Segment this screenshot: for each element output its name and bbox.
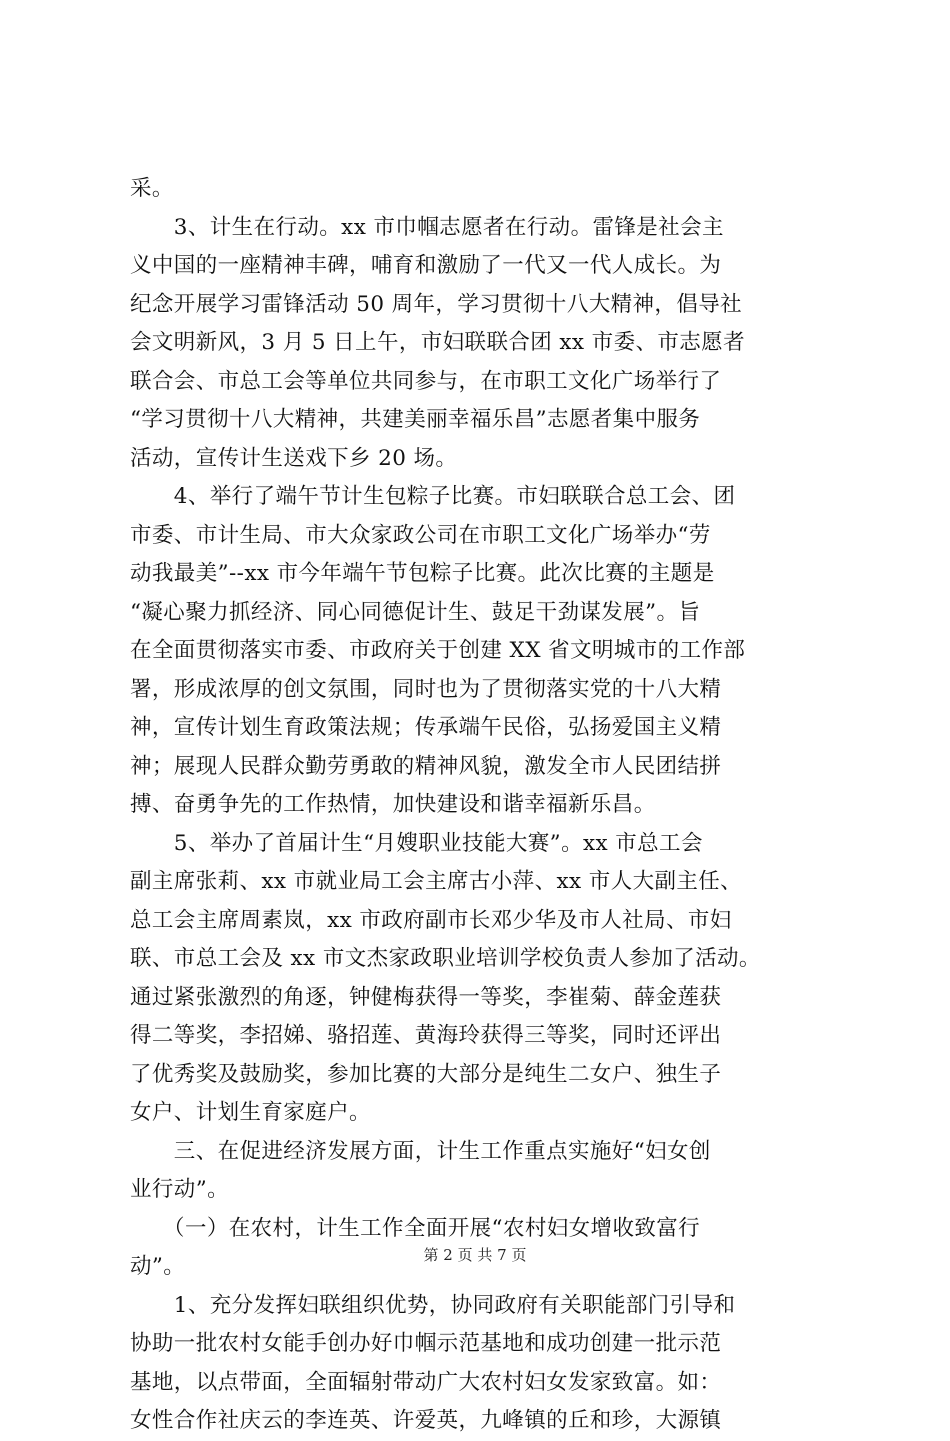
text-line: 4、举行了端午节计生包粽子比赛。市妇联联合总工会、团 [130, 484, 736, 509]
text-line: 搏、奋勇争先的工作热情，加快建设和谐幸福新乐昌。 [130, 792, 656, 817]
text-line: 采。 [130, 176, 174, 201]
text-line: 活动，宣传计生送戏下乡 20 场。 [130, 445, 458, 471]
text-line: 业行动”。 [130, 1177, 229, 1202]
text-line: 联、市总工会及 xx 市文杰家政职业培训学校负责人参加了活动。 [130, 946, 761, 971]
text-line: 义中国的一座精神丰碑，哺育和激励了一代又一代人成长。为 [130, 253, 722, 278]
text-line: 5、举办了首届计生“月嫂职业技能大赛”。xx 市总工会 [130, 830, 703, 856]
text-line: 神，宣传计划生育政策法规；传承端午民俗，弘扬爱国主义精 [130, 715, 722, 740]
text-line: 纪念开展学习雷锋活动 50 周年，学习贯彻十八大精神，倡导社 [130, 291, 743, 317]
text-line: 基地，以点带面，全面辐射带动广大农村妇女发家致富。如： [130, 1369, 722, 1395]
text-line: 神；展现人民群众勤劳勇敢的精神风貌，激发全市人民团结拼 [130, 753, 722, 779]
text-line: 女性合作社庆云的李连英、许爱英，九峰镇的丘和珍，大源镇 [130, 1408, 722, 1433]
text-line: （一）在农村，计生工作全面开展“农村妇女增收致富行 [130, 1215, 701, 1241]
text-line: 3、计生在行动。xx 市巾帼志愿者在行动。雷锋是社会主 [130, 214, 724, 240]
text-line: “学习贯彻十八大精神，共建美丽幸福乐昌”志愿者集中服务 [130, 407, 701, 432]
text-line: 联合会、市总工会等单位共同参与，在市职工文化广场举行了 [130, 368, 722, 394]
text-line: 会文明新风，3 月 5 日上午，市妇联联合团 xx 市委、市志愿者 [130, 330, 745, 355]
text-line: 了优秀奖及鼓励奖，参加比赛的大部分是纯生二女户、独生子 [130, 1061, 722, 1087]
text-line: 女户、计划生育家庭户。 [130, 1100, 371, 1125]
text-line: 动”。 [130, 1254, 186, 1279]
text-line: 协助一批农村女能手创办好巾帼示范基地和成功创建一批示范 [130, 1331, 722, 1356]
text-line: 副主席张莉、xx 市就业局工会主席古小萍、xx 市人大副主任、 [130, 869, 743, 894]
text-line: 三、在促进经济发展方面，计生工作重点实施好“妇女创 [130, 1138, 711, 1164]
page-footer: 第 2 页 共 7 页 [423, 1246, 527, 1264]
text-line: “凝心聚力抓经济、同心同德促计生、鼓足干劲谋发展”。旨 [130, 599, 701, 625]
text-line: 1、充分发挥妇联组织优势，协同政府有关职能部门引导和 [130, 1292, 736, 1318]
text-line: 署，形成浓厚的创文氛围，同时也为了贯彻落实党的十八大精 [130, 676, 722, 702]
text-line: 通过紧张激烈的角逐，钟健梅获得一等奖，李崔菊、薛金莲获 [130, 984, 722, 1010]
text-line: 总工会主席周素岚，xx 市政府副市长邓少华及市人社局、市妇 [130, 907, 732, 933]
text-line: 在全面贯彻落实市委、市政府关于创建 XX 省文明城市的工作部 [130, 638, 746, 663]
text-line: 得二等奖，李招娣、骆招莲、黄海玲获得三等奖，同时还评出 [130, 1023, 722, 1048]
text-line: 市委、市计生局、市大众家政公司在市职工文化广场举办“劳 [130, 522, 711, 548]
text-line: 动我最美”--xx 市今年端午节包粽子比赛。此次比赛的主题是 [130, 561, 715, 586]
